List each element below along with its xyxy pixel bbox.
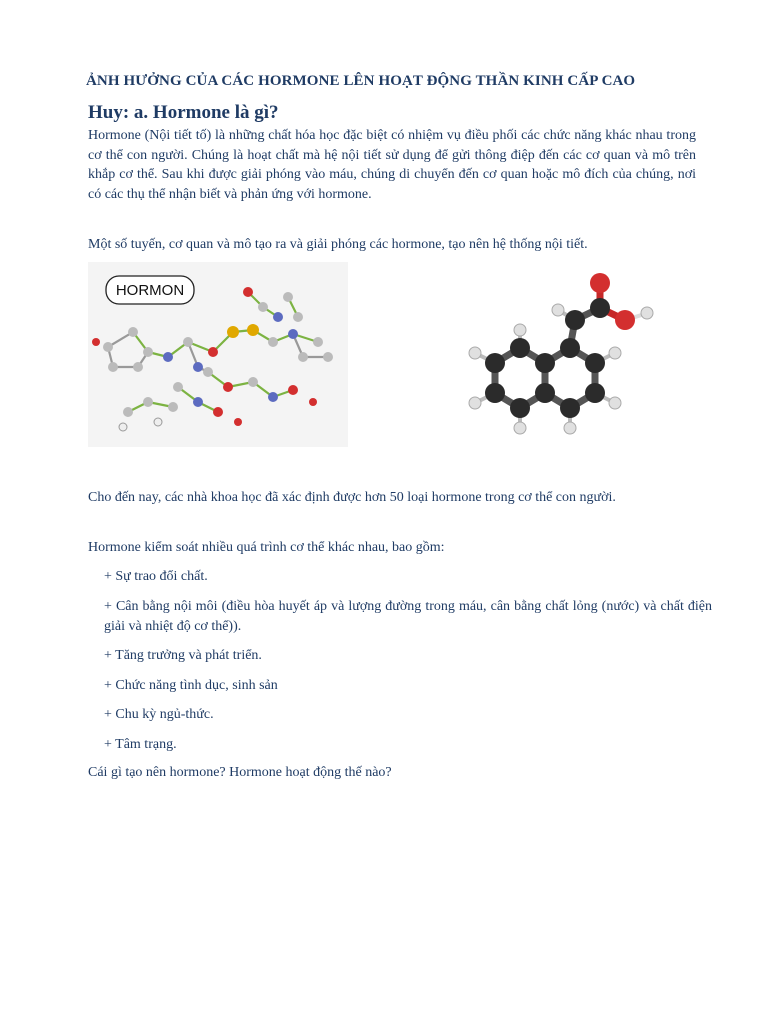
naphthalene-acid-molecule-image (440, 268, 680, 443)
paragraph-definition: Hormone (Nội tiết tố) là những chất hóa học đặc biệt có nhiệm vụ điều phối các chức năng khác nhau trong cơ thể con người. Chúng là hoạt chất mà hệ nội tiết sử dụng để gửi thông điệp đến các cơ quan và mô trên khắp cơ thể. Sau khi được giải phóng vào máu, chúng di chuyển đến cơ quan hoặc mô đích của chúng, nơi có các thụ thể nhận biết và phản ứng với hormone. (88, 128, 696, 202)
list-item: + Tâm trạng. (104, 737, 177, 752)
list-item: + Sự trao đổi chất. (104, 569, 208, 584)
list-item: + Chu kỳ ngủ-thức. (104, 707, 214, 722)
paragraph-endocrine: Một số tuyến, cơ quan và mô tạo ra và giải phóng các hormone, tạo nên hệ thống nội tiết. (88, 237, 588, 252)
paragraph-hormone-count: Cho đến nay, các nhà khoa học đã xác định được hơn 50 loại hormone trong cơ thể con người. (88, 490, 616, 505)
section-heading: Huy: a. Hormone là gì? (88, 102, 279, 123)
list-item: + Tăng trưởng và phát triển. (104, 648, 262, 663)
list-item: + Chức năng tình dục, sinh sản (104, 678, 278, 693)
document-title: ẢNH HƯỞNG CỦA CÁC HORMONE LÊN HOẠT ĐỘNG THẦN KINH CẤP CAO (86, 73, 636, 89)
hormon-bubble-label: HORMON (115, 282, 185, 299)
closing-question: Cái gì tạo nên hormone? Hormone hoạt động thế nào? (88, 765, 392, 780)
hormone-peptide-molecule-image (88, 262, 348, 447)
paragraph-hormone-control: Hormone kiểm soát nhiều quá trình cơ thể khác nhau, bao gồm: (88, 540, 445, 555)
list-item: + Cân bằng nội môi (điều hòa huyết áp và lượng đường trong máu, cân bằng chất lỏng (nước) và chất điện giải và nhiệt độ cơ thể)). (104, 599, 712, 634)
